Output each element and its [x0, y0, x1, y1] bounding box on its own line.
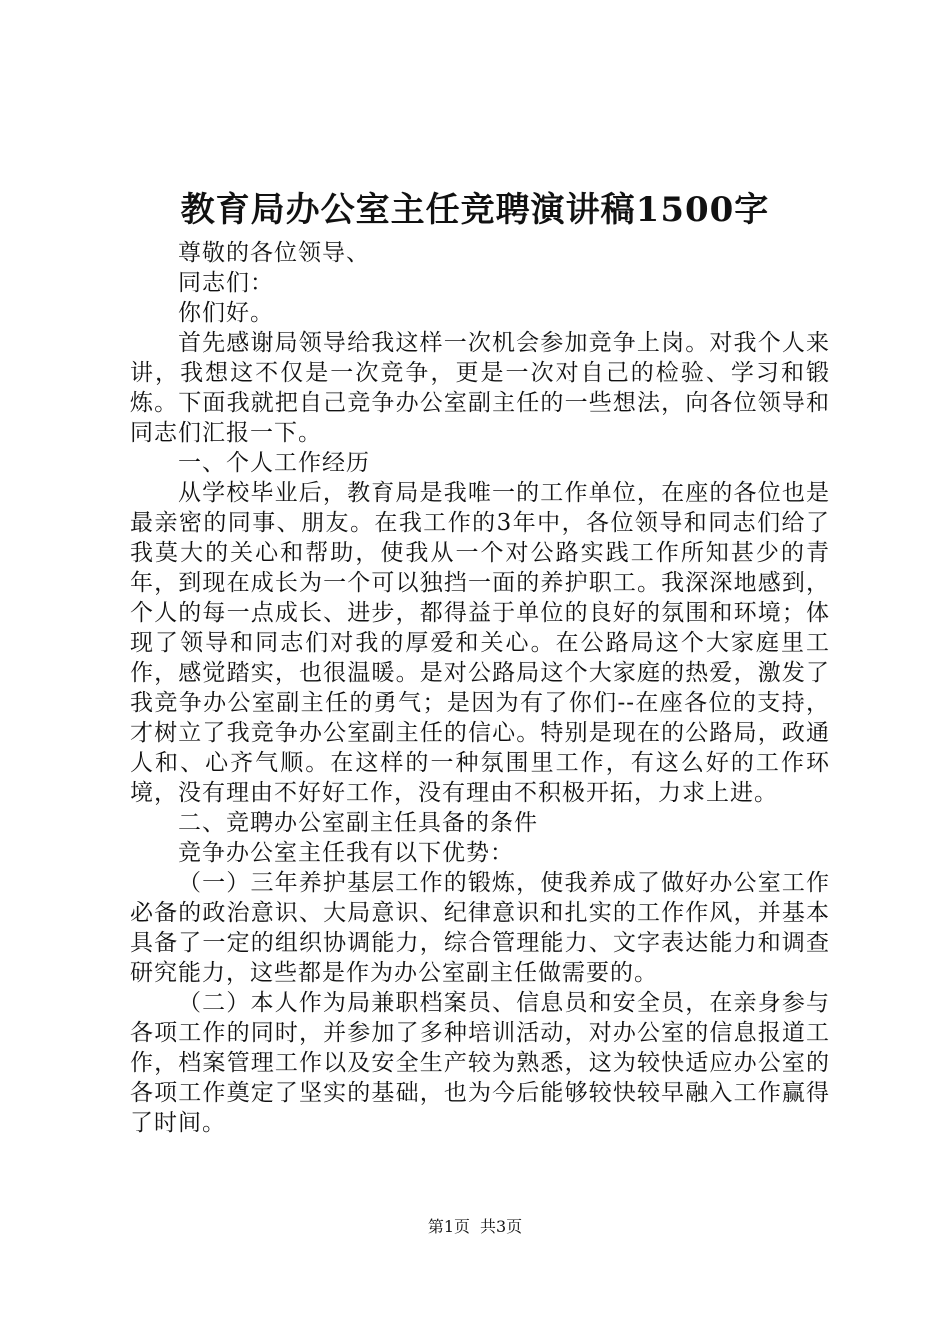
experience-paragraph: 从学校毕业后，教育局是我唯一的工作单位，在座的各位也是最亲密的同事、朋友。在我工作的3年中，各位领导和同志们给了我莫大的关心和帮助，使我从一个对公路实践工作所知甚少的青年，到现在成长为一个可以独挡一面的养护职工。我深深地感到，个人的每一点成长、进步，都得益于单位的良好的氛围和环境；体现了领导和同志们对我的厚爱和关心。在公路局这个大家庭里工作，感觉踏实，也很温暖。是对公路局这个大家庭的热爱，激发了我竞争办公室副主任的勇气；是因为有了你们--在座各位的支持，才树立了我竞争办公室副主任的信心。特别是现在的公路局，政通人和、心齐气顺。在这样的一种氛围里工作，有这么好的工作环境，没有理由不好好工作，没有理由不积极开拓，力求上进。: [130, 480, 830, 806]
page-footer: [0, 1216, 950, 1238]
salutation-leaders: 尊敬的各位领导、: [178, 240, 370, 266]
intro-paragraph: 首先感谢局领导给我这样一次机会参加竞争上岗。对我个人来讲，我想这不仅是一次竞争，更是一次对自己的检验、学习和锻炼。下面我就把自己竞争办公室副主任的一些想法，向各位领导和同志们汇报一下。: [130, 330, 830, 446]
advantages-lead: 竞争办公室主任我有以下优势：: [178, 840, 514, 866]
document-title: 教育局办公室主任竞聘演讲稿1500字: [180, 190, 770, 230]
document-body: [130, 238, 830, 1138]
page-total: 共3页: [480, 1217, 523, 1236]
advantage-two-paragraph: （二）本人作为局兼职档案员、信息员和安全员，在亲身参与各项工作的同时，并参加了多种培训活动，对办公室的信息报道工作，档案管理工作以及安全生产较为熟悉，这为较快适应办公室的各项工作奠定了坚实的基础，也为今后能够较快较早融入工作赢得了时间。: [130, 990, 830, 1136]
page-number: 第1页: [427, 1217, 470, 1236]
salutation-comrades: 同志们：: [178, 270, 274, 296]
section-heading-conditions: 二、竞聘办公室副主任具备的条件: [178, 810, 538, 836]
section-heading-experience: 一、个人工作经历: [178, 450, 370, 476]
advantage-one-paragraph: （一）三年养护基层工作的锻炼，使我养成了做好办公室工作必备的政治意识、大局意识、纪律意识和扎实的工作作风，并基本具备了一定的组织协调能力，综合管理能力、文字表达能力和调查研究能力，这些都是作为办公室副主任做需要的。: [130, 870, 830, 986]
greeting: 你们好。: [178, 300, 274, 326]
